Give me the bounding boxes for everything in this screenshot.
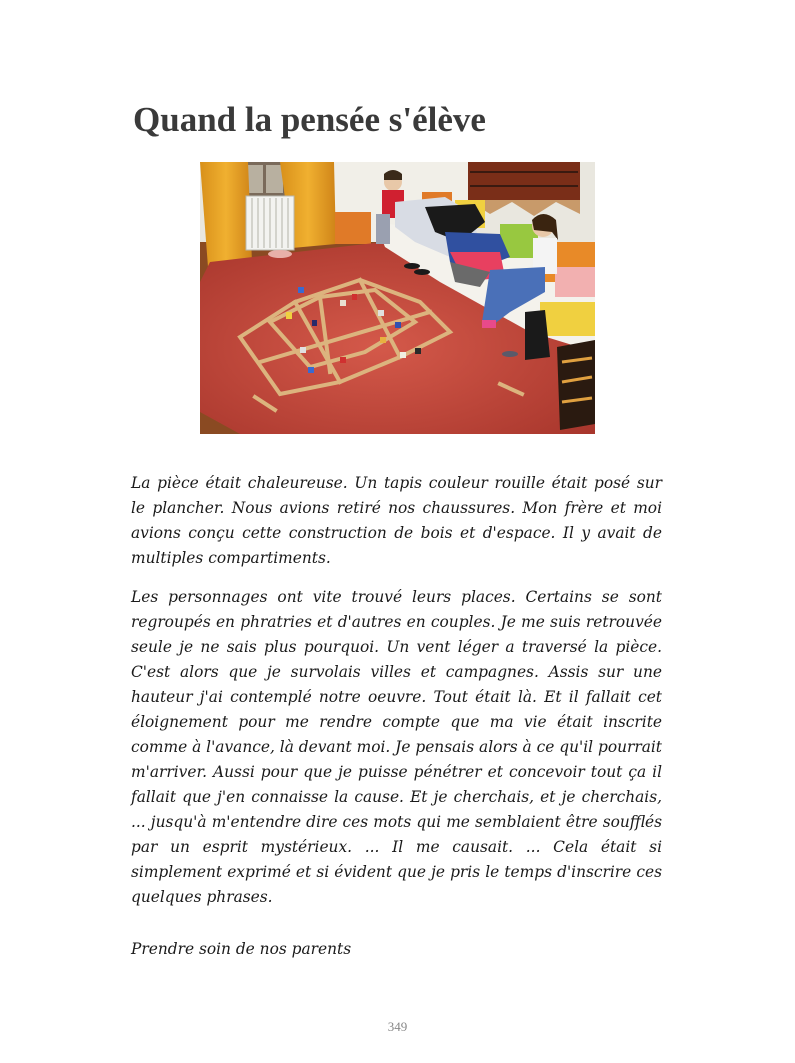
room-photo: [200, 162, 595, 434]
page-number: 349: [387, 1019, 408, 1034]
paragraph-2: Les personnages ont vite trouvé leurs places. Certains se sont regroupés en phratries et d'autres en couples. Je me suis retrouvée seule je ne sais plus pourquoi. Un vent léger a traversé la pièce. C'est alors que je survolais villes et campagnes. Assis sur une hauteur j'ai contemplé notre oeuvre. Tout était là. Et il fallait cet éloignement pour me rendre compte que ma vie était inscrite comme à l'avance, là devant moi. Je pensais alors à ce qu'il pourrait m'arriver. Aussi pour que je puisse pénétrer et concevoir tout ça il fallait que j'en connaisse la cause. Et je cherchais, et je cherchais, ... jusqu'à m'entendre dire ces mots qui me semblaient être soufflés par un esprit mystérieux. ... Il me causait. ... Cela était si simplement exprimé et si évident que je pris le temps d'inscrire ces quelques phrases.: [131, 588, 662, 906]
page-title: Quand la pensée s'élève: [133, 100, 486, 139]
paragraph-1: La pièce était chaleureuse. Un tapis couleur rouille était posé sur le plancher. Nous avions retiré nos chaussures. Mon frère et moi avions conçu cette construction de bois et d'espace. Il y avait de multiples compartiments.: [131, 474, 662, 567]
paragraph-3: Prendre soin de nos parents: [131, 940, 352, 958]
